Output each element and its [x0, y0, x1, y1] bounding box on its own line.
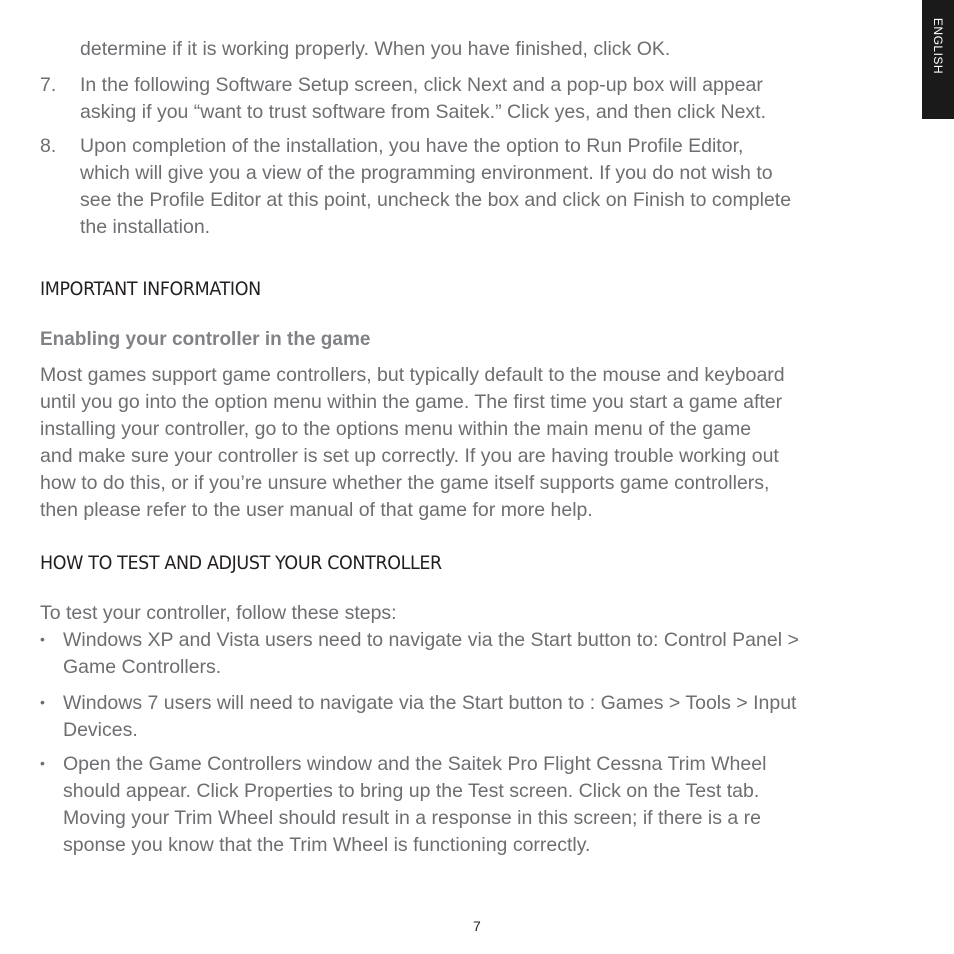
bullet-line: Windows 7 users will need to navigate via the Start button to : Games > Tools > Input: [63, 692, 797, 714]
step8-line: see the Profile Editor at this point, uncheck the box and click on Finish to complete: [80, 189, 792, 211]
paragraph-line: installing your controller, go to the options menu within the main menu of the game: [40, 418, 752, 440]
bullet-line: Moving your Trim Wheel should result in a response in this screen; if there is a re: [63, 807, 761, 829]
language-tab: [922, 0, 954, 119]
page-number: 7: [473, 918, 481, 934]
bullet-marker: •: [40, 694, 45, 710]
paragraph-line: then please refer to the user manual of that game for more help.: [40, 499, 593, 521]
step8-line: Upon completion of the installation, you have the option to Run Profile Editor,: [80, 135, 744, 157]
bullet-line: Windows XP and Vista users need to navigate via the Start button to: Control Panel >: [63, 629, 799, 651]
bullet-marker: •: [40, 631, 45, 647]
step8-number: 8.: [40, 135, 57, 157]
step7-line: asking if you “want to trust software from Saitek.” Click yes, and then click Next.: [80, 101, 767, 123]
step7-number: 7.: [40, 74, 57, 96]
paragraph-line: until you go into the option menu within the game. The first time you start a game after: [40, 391, 783, 413]
section-heading-test: HOW TO TEST AND ADJUST YOUR CONTROLLER: [40, 552, 442, 574]
subheading-enabling: Enabling your controller in the game: [40, 329, 371, 350]
step8-line: the installation.: [80, 216, 211, 238]
paragraph-line: how to do this, or if you’re unsure whether the game itself supports game controllers,: [40, 472, 770, 494]
paragraph-line: Most games support game controllers, but typically default to the mouse and keyboard: [40, 364, 785, 386]
section-heading-important: IMPORTANT INFORMATION: [40, 278, 261, 300]
test-intro-line: To test your controller, follow these steps:: [40, 602, 397, 624]
bullet-line: should appear. Click Properties to bring up the Test screen. Click on the Test tab.: [63, 780, 760, 802]
language-tab-label: ENGLISH: [931, 17, 945, 75]
step6-line: determine if it is working properly. When you have finished, click OK.: [80, 38, 671, 60]
bullet-line: Game Controllers.: [63, 656, 222, 678]
bullet-line: sponse you know that the Trim Wheel is functioning correctly.: [63, 834, 591, 856]
bullet-line: Open the Game Controllers window and the Saitek Pro Flight Cessna Trim Wheel: [63, 753, 767, 775]
bullet-line: Devices.: [63, 719, 138, 741]
bullet-marker: •: [40, 755, 45, 771]
step7-line: In the following Software Setup screen, click Next and a pop-up box will appear: [80, 74, 763, 96]
paragraph-line: and make sure your controller is set up correctly. If you are having trouble working out: [40, 445, 779, 467]
step8-line: which will give you a view of the programming environment. If you do not wish to: [80, 162, 773, 184]
